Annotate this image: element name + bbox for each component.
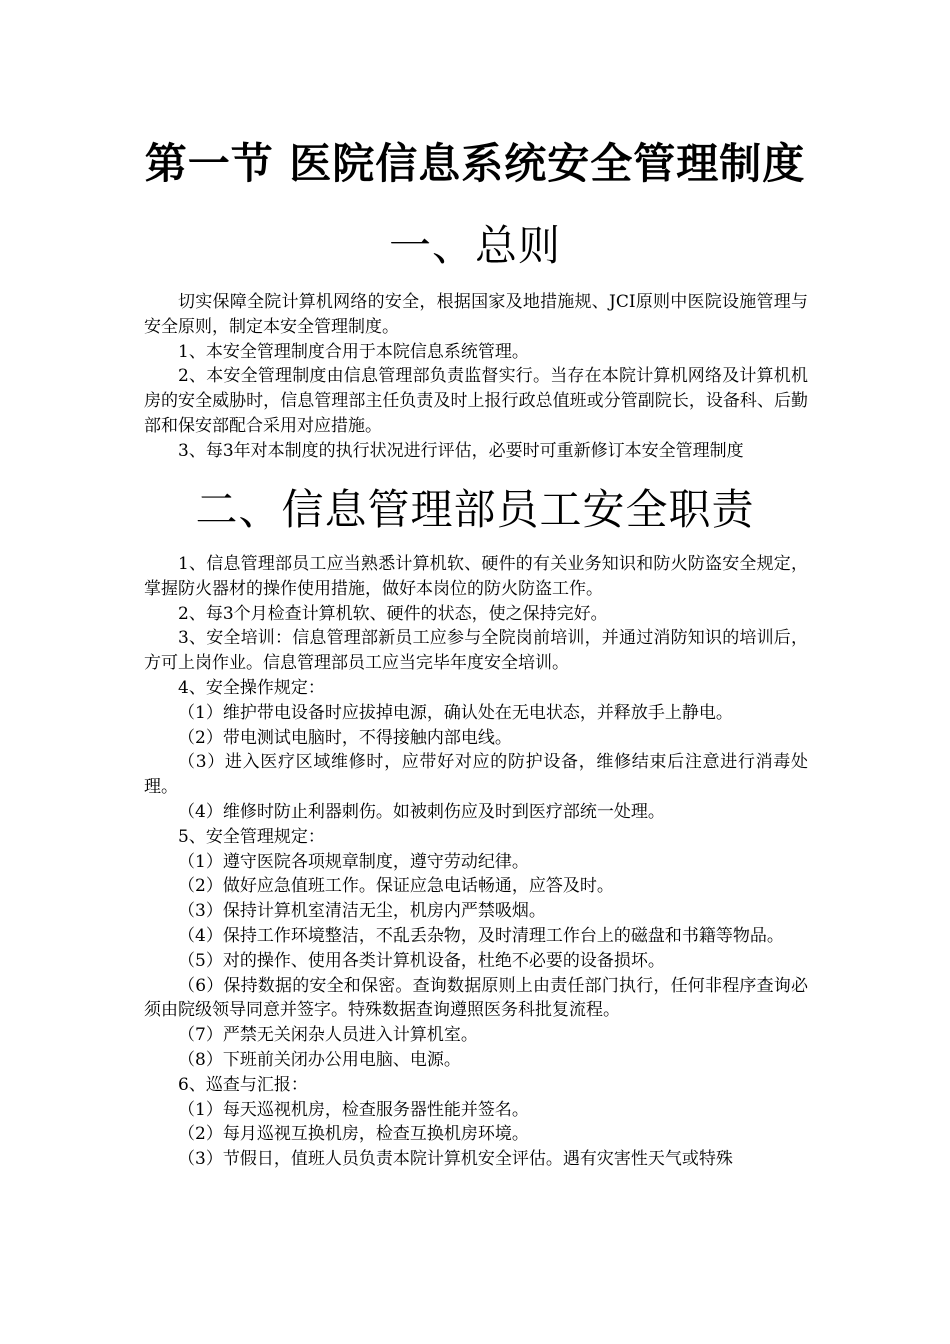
paragraph: （1）遵守医院各项规章制度，遵守劳动纪律。	[178, 851, 529, 872]
paragraph: （2）做好应急值班工作。保证应急电话畅通，应答及时。	[178, 876, 614, 897]
section-title-general: 一、总则	[388, 221, 561, 270]
paragraph: （1）维护带电设备时应拔掉电源，确认处在无电状态，并释放手上静电。	[178, 702, 733, 723]
section-title-staff-duties: 二、信息管理部员工安全职责	[195, 485, 755, 534]
paragraph: 4、安全操作规定：	[178, 677, 325, 698]
paragraph: 1、信息管理部员工应当熟悉计算机软、硬件的有关业务知识和防火防盗安全规定，掌握防火器材的操作使用措施，做好本岗位的防火防盗工作。	[144, 554, 808, 599]
paragraph: 3、每3年对本制度的执行状况进行评估，必要时可重新修订本安全管理制度	[178, 440, 744, 461]
paragraph: （4）维修时防止利器刺伤。如被刺伤应及时到医疗部统一处理。	[178, 801, 665, 822]
paragraph: （5）对的操作、使用各类计算机设备，杜绝不必要的设备损坏。	[178, 950, 665, 971]
paragraph: （6）保持数据的安全和保密。查询数据原则上由责任部门执行，任何非程序查询必须由院级领导同意并签字。特殊数据查询遵照医务科批复流程。	[144, 975, 808, 1021]
paragraph: 5、安全管理规定：	[178, 826, 325, 847]
paragraph: （4）保持工作环境整洁，不乱丢杂物，及时清理工作台上的磁盘和书籍等物品。	[178, 925, 784, 946]
paragraph: （3）保持计算机室清洁无尘，机房内严禁吸烟。	[178, 901, 546, 922]
section-general-body	[144, 290, 808, 464]
paragraph: 切实保障全院计算机网络的安全，根据国家及地措施规、JCI原则中医院设施管理与安全原则，制定本安全管理制度。	[144, 292, 808, 337]
paragraph: （1）每天巡视机房，检查服务器性能并签名。	[178, 1099, 529, 1120]
paragraph: 2、本安全管理制度由信息管理部负责监督实行。当存在本院计算机网络及计算机机房的安全威胁时，信息管理部主任负责及时上报行政总值班或分管副院长，设备科、后勤部和保安部配合采用对应措施。	[144, 366, 808, 436]
paragraph: （2）带电测试电脑时，不得接触内部电线。	[178, 727, 512, 748]
paragraph: （2）每月巡视互换机房，检查互换机房环境。	[178, 1124, 529, 1145]
paragraph: （3）进入医疗区域维修时，应带好对应的防护设备，维修结束后注意进行消毒处理。	[144, 752, 808, 798]
chapter-title: 第一节 医院信息系统安全管理制度	[144, 139, 806, 188]
paragraph: （8）下班前关闭办公用电脑、电源。	[178, 1049, 461, 1070]
paragraph: （3）节假日，值班人员负责本院计算机安全评估。遇有灾害性天气或特殊	[178, 1149, 733, 1170]
paragraph: 1、本安全管理制度合用于本院信息系统管理。	[178, 341, 529, 362]
section-staff-duties-body	[144, 552, 808, 1172]
paragraph: 3、安全培训：信息管理部新员工应参与全院岗前培训，并通过消防知识的培训后，方可上岗作业。信息管理部员工应当完毕年度安全培训。	[144, 628, 808, 674]
paragraph: 6、巡查与汇报：	[178, 1074, 308, 1095]
paragraph: 2、每3个月检查计算机软、硬件的状态，使之保持完好。	[178, 603, 608, 624]
paragraph: （7）严禁无关闲杂人员进入计算机室。	[178, 1025, 478, 1046]
